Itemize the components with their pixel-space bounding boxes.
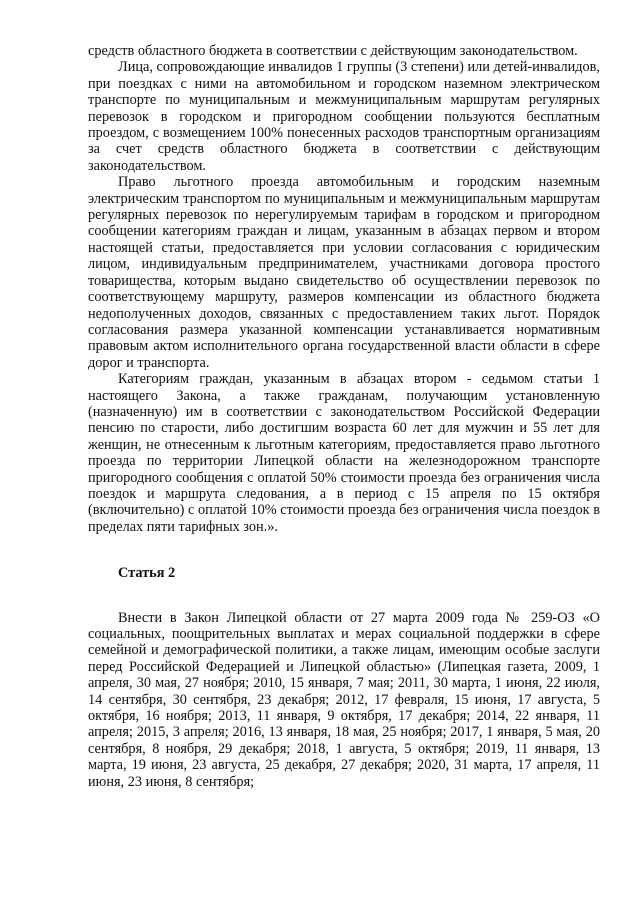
paragraph-article-2: Внести в Закон Липецкой области от 27 марта 2009 года № 259-ОЗ «О социальных, поощрительных выплатах и мерах социальной поддержки в сфере семейной и демографической политики, а также лицам, имеющим особые заслуги перед Российской Федерацией и Липецкой областью» (Липецкая газета, 2009, 1 апреля, 30 мая, 27 ноября; 2010, 15 января, 7 мая; 2011, 30 марта, 1 июня, 22 июля, 14 сентября, 30 сентября, 23 декабря; 2012, 17 февраля, 15 июня, 17 августа, 5 октября, 16 ноября; 2013, 11 января, 9 октября, 17 декабря; 2014, 22 января, 11 апреля; 2015, 3 апреля; 2016, 13 января, 18 мая, 25 ноября; 2017, 1 января, 5 мая, 20 сентября, 8 ноября, 29 декабря; 2018, 1 августа, 5 октября; 2019, 11 января, 13 марта, 19 июня, 23 августа, 25 декабря, 27 декабря; 2020, 31 марта, 17 апреля, 11 июня, 23 июня, 8 сентября; bbox=[88, 609, 600, 790]
spacer bbox=[88, 535, 600, 565]
paragraph-preferential-travel-right: Право льготного проезда автомобильным и городским наземным электрическим транспортом по муниципальным и межмуниципальным маршрутам регулярных перевозок по нерегулируемым тарифам в городском и пригородном сообщении категориям граждан и лицам, указанным в абзацах первом и втором настоящей статьи, предоставляется при условии согласования с юридическим лицом, индивидуальным предпринимателем, участниками договора простого товарищества, которым выдано свидетельство об осуществлении перевозок по соответствующему маршруту, размеров компенсации из областного бюджета недополученных доходов, связанных с предоставлением таких льгот. Порядок согласования размера указанной компенсации устанавливается нормативным правовым актом исполнительного органа государственной власти области в сфере дорог и транспорта. bbox=[88, 174, 600, 371]
document-body bbox=[88, 43, 600, 790]
article-heading: Статья 2 bbox=[118, 565, 176, 582]
paragraph-escort-persons: Лица, сопровождающие инвалидов 1 группы (3 степени) или детей-инвалидов, при поездках с ними на автомобильном и городском наземном электрическом транспорте по муниципальным и межмуниципальным маршрутам регулярных перевозок в городском и пригородном сообщении пользуются бесплатным проездом, с возмещением 100% понесенных расходов транспортным организациям за счет средств областного бюджета в соответствии с действующим законодательством. bbox=[88, 59, 600, 174]
paragraph-railway-transport: Категориям граждан, указанным в абзацах втором - седьмом статьи 1 настоящего Закона, а также гражданам, получающим установленную (назначенную) им в соответствии с законодательством Российской Федерации пенсию по старости, либо достигшим возраста 60 лет для мужчин и 55 лет для женщин, не отнесенным к льготным категориям, предоставляется право льготного проезда по территории Липецкой области на железнодорожном транспорте пригородного сообщения с оплатой 50% стоимости проезда без ограничения числа поездок и маршрута следования, а в период с 15 апреля по 15 октября (включительно) с оплатой 10% стоимости проезда без ограничения числа поездок в пределах пяти тарифных зон.». bbox=[88, 371, 600, 535]
paragraph-continuation: средств областного бюджета в соответствии с действующим законодательством. bbox=[88, 43, 578, 59]
spacer bbox=[88, 582, 600, 610]
